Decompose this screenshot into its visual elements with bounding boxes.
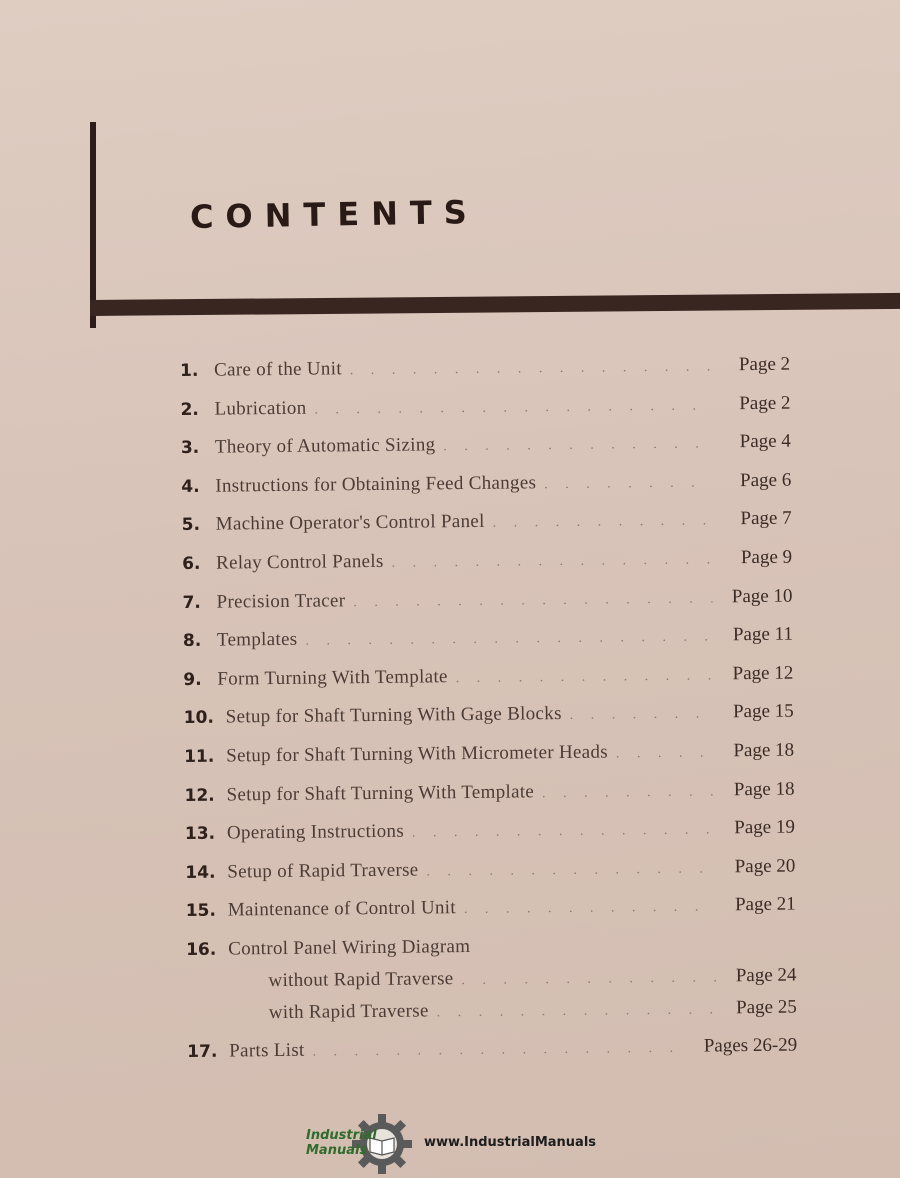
- toc-number: 4.: [181, 476, 200, 497]
- leader-dots: [305, 630, 713, 650]
- toc-number: 2.: [180, 399, 199, 420]
- toc-number: 15.: [185, 900, 217, 922]
- toc-number: 13.: [184, 823, 216, 845]
- toc-title: Form Turning With Template: [217, 665, 448, 690]
- toc-number: 16.: [186, 939, 217, 960]
- toc-page: Page 25: [736, 996, 797, 1019]
- toc-page: Pages 26-29: [703, 1034, 798, 1057]
- toc-title: Care of the Unit: [213, 358, 342, 381]
- toc-page: Page 7: [740, 507, 792, 530]
- toc-number: 5.: [181, 515, 201, 536]
- toc-entry-2: [180, 392, 790, 437]
- toc-entry-6: [182, 547, 792, 592]
- table-of-contents: [180, 354, 798, 1080]
- toc-number: 14.: [185, 862, 216, 883]
- toc-entry-14: [185, 855, 795, 900]
- toc-page: Page 15: [732, 700, 794, 723]
- leader-dots: [493, 514, 712, 532]
- leader-dots: [314, 398, 710, 418]
- toc-number: 8.: [182, 630, 202, 652]
- toc-page: Page 20: [734, 855, 796, 877]
- toc-page: Page 24: [735, 964, 797, 987]
- toc-number: 9.: [183, 669, 202, 690]
- leader-dots: [570, 707, 714, 725]
- leader-dots: [426, 861, 715, 880]
- toc-entry-8: [183, 624, 793, 669]
- toc-title: Machine Operator's Control Panel: [215, 511, 485, 536]
- toc-number: 17.: [187, 1041, 218, 1062]
- toc-entry-13: [185, 817, 795, 862]
- toc-page: Page 2: [738, 353, 791, 376]
- toc-entry-1: [180, 354, 790, 399]
- toc-page: Page 2: [739, 392, 791, 414]
- logo-text: [306, 1128, 377, 1158]
- toc-number: 7.: [182, 592, 201, 613]
- toc-title: Setup for Shaft Turning With Template: [226, 780, 535, 806]
- toc-title: Instructions for Obtaining Feed Changes: [215, 472, 537, 497]
- toc-page: Page 18: [733, 739, 795, 762]
- toc-entry-16b: [187, 996, 797, 1034]
- toc-title: Templates: [216, 628, 298, 651]
- leader-dots: [350, 359, 710, 379]
- toc-title: Operating Instructions: [226, 820, 405, 844]
- toc-title: Relay Control Panels: [216, 550, 384, 574]
- leader-dots: [542, 784, 715, 802]
- toc-number: 6.: [182, 553, 201, 574]
- toc-title: Theory of Automatic Sizing: [214, 434, 436, 458]
- toc-entry-5: [182, 508, 792, 553]
- toc-title: Lubrication: [214, 397, 307, 420]
- toc-number: 3.: [180, 437, 200, 459]
- toc-page: Page 19: [734, 816, 796, 839]
- toc-title: Precision Tracer: [216, 589, 346, 613]
- toc-page: Page 6: [739, 469, 792, 491]
- toc-page: Page 11: [732, 623, 794, 646]
- toc-title: Setup for Shaft Turning With Micrometer Heads: [226, 741, 609, 767]
- toc-entry-10: [184, 701, 794, 746]
- leader-dots: [437, 1002, 717, 1021]
- logo-line-2: Manuals: [306, 1143, 368, 1158]
- leader-dots: [461, 970, 716, 989]
- toc-entry-7: [182, 585, 792, 630]
- toc-entry-4: [181, 469, 791, 514]
- toc-entry-17: [187, 1034, 797, 1079]
- toc-page: Page 9: [740, 546, 793, 569]
- header-horizontal-rule: [90, 293, 900, 316]
- leader-dots: [544, 475, 711, 493]
- page-title: CONTENTS: [189, 192, 480, 236]
- toc-page: Page 21: [734, 893, 796, 916]
- toc-subtitle: with Rapid Traverse: [268, 1000, 429, 1024]
- toc-title: Setup of Rapid Traverse: [227, 859, 419, 883]
- toc-page: Page 12: [732, 662, 794, 684]
- toc-page: Page 18: [733, 778, 795, 800]
- toc-entry-3: [181, 431, 791, 476]
- toc-title: Control Panel Wiring Diagram: [228, 935, 471, 960]
- watermark-footer: [300, 1110, 620, 1170]
- toc-entry-11: [184, 740, 794, 785]
- leader-dots: [456, 668, 714, 687]
- toc-number: 10.: [183, 708, 214, 729]
- leader-dots: [443, 437, 711, 456]
- toc-number: 11.: [184, 746, 215, 767]
- toc-entry-9: [183, 662, 793, 707]
- toc-title: Parts List: [229, 1039, 305, 1062]
- logo-line-1: Industrial: [306, 1128, 377, 1143]
- toc-page: Page 10: [731, 585, 793, 607]
- leader-dots: [412, 823, 715, 842]
- toc-title: Maintenance of Control Unit: [227, 897, 457, 921]
- header-vertical-rule: [90, 122, 96, 328]
- toc-title: Setup for Shaft Turning With Gage Blocks: [225, 703, 562, 728]
- toc-entry-15: [186, 894, 796, 939]
- toc-number: 12.: [184, 785, 215, 806]
- leader-dots: [392, 552, 713, 571]
- leader-dots: [353, 591, 712, 611]
- toc-number: 1.: [180, 360, 199, 381]
- website-text: www.IndustrialManuals: [424, 1135, 597, 1150]
- toc-entry-12: [184, 778, 794, 823]
- toc-page: Page 4: [739, 430, 791, 453]
- leader-dots: [312, 1041, 679, 1061]
- toc-subtitle: without Rapid Traverse: [268, 968, 454, 992]
- leader-dots: [464, 900, 716, 919]
- leader-dots: [616, 745, 714, 762]
